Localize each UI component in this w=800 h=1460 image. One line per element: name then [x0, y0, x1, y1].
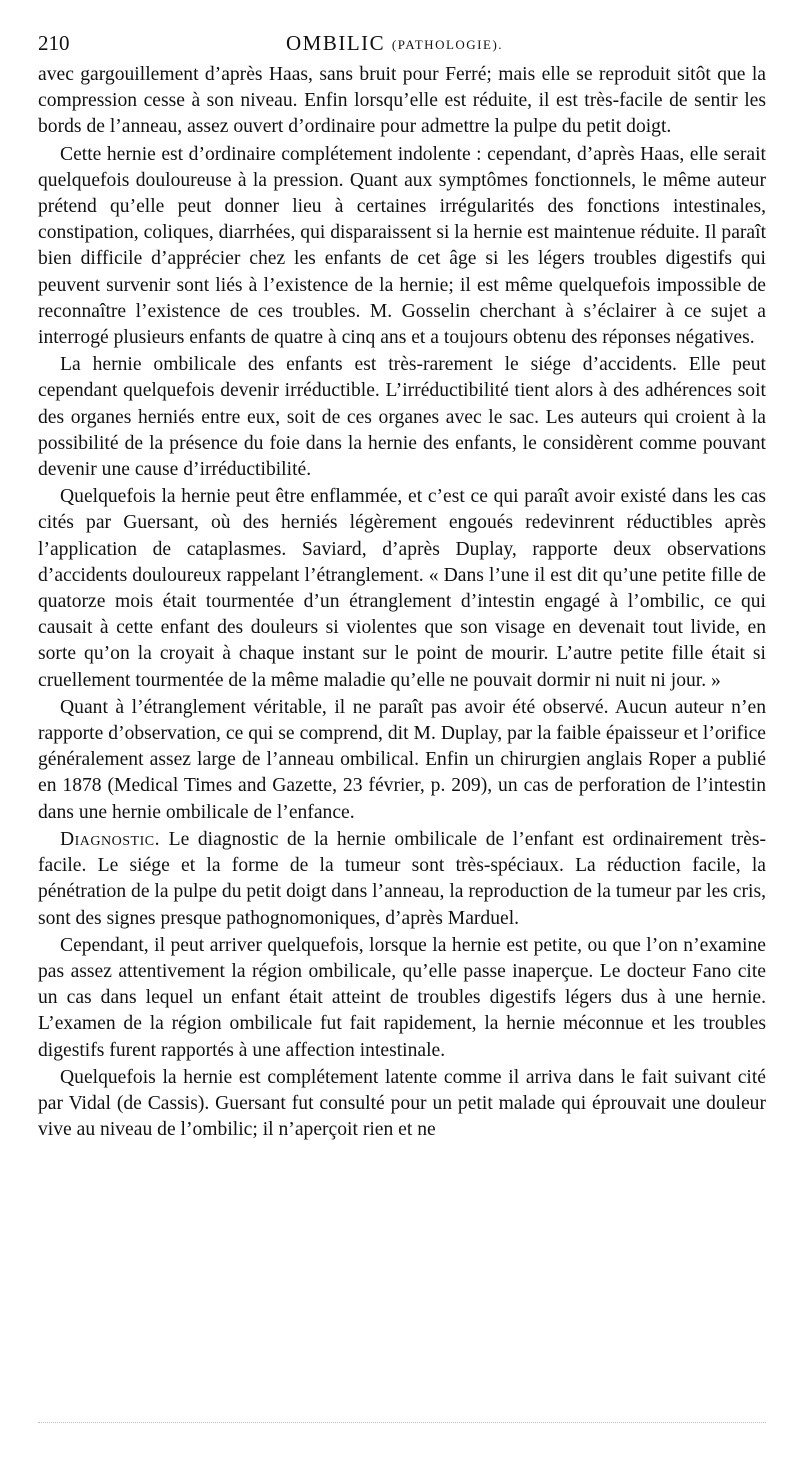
paragraph-text: La hernie ombilicale des enfants est très-rarement le siége d’accidents. Elle peut cependant quelquefois devenir irréductible. L’irréductibilité tient alors à des adhérences soit des organes herniés entre eux, soit de ces organes avec le sac. Les auteurs qui croient à la possibilité de la présence du foie dans la hernie des enfants, le considèrent comme pouvant devenir une cause d’irréductibilité. — [38, 354, 766, 481]
paragraph-text: Quelquefois la hernie peut être enflammée, et c’est ce qui paraît avoir existé dans les cas cités par Guersant, où des herniés légèrement engoués redevinrent réductibles après l’application de cataplasmes. Saviard, d’après Duplay, rapporte deux observations d’accidents douloureux rappelant l’étranglement. « Dans l’une il est dit qu’une petite fille de quatorze mois était tourmentée d’un étranglement d’intestin engagé à l’ombilic, ce qui causait à cette enfant des douleurs si violentes que son visage en devenait tout livide, en sorte qu’on la croyait à chaque instant sur le point de mourir. L’autre petite fille était si cruellement tourmentée de la même maladie qu’elle ne pouvait dormir ni nuit ni jour. » — [38, 486, 766, 691]
paragraph-3 — [38, 352, 766, 483]
paragraph-text: Cependant, il peut arriver quelquefois, lorsque la hernie est petite, ou que l’on n’examine pas assez attentivement la région ombilicale, qu’elle passe inaperçue. Le docteur Fano cite un cas dans lequel un enfant était atteint de troubles digestifs légers dus à une hernie. L’examen de la région ombilicale fut fait rapidement, la hernie méconnue et les troubles digestifs furent rapportés à une affection intestinale. — [38, 934, 766, 1061]
footer-rule — [38, 1422, 766, 1423]
body-text — [38, 62, 766, 1143]
paragraph-2 — [38, 142, 766, 352]
paragraph-8 — [38, 1065, 766, 1144]
section-heading-diagnostic: Diagnostic. — [60, 828, 160, 850]
book-page — [38, 28, 766, 1144]
paragraph-text: avec gargouillement d’après Haas, sans bruit pour Ferré; mais elle se reproduit sitôt que la compression cesse à son niveau. Enfin lorsqu’elle est réduite, il est très-facile de sentir les bords de l’anneau, assez ouvert d’ordinaire pour admettre la pulpe du petit doigt. — [38, 64, 766, 138]
paragraph-1 — [38, 62, 766, 141]
running-title-main: OMBILIC — [286, 31, 386, 55]
paragraph-6-diagnostic — [38, 827, 766, 932]
paragraph-text: Quant à l’étranglement véritable, il ne paraît pas avoir été observé. Aucun auteur n’en rapporte d’observation, ce qui se comprend, dit M. Duplay, par la faible épaisseur et l’orifice généralement assez large de l’anneau ombilical. Enfin un chirurgien anglais Roper a publié en 1878 (Medical Times and Gazette, 23 février, p. 209), un cas de perforation de l’intestin dans une hernie ombilicale de l’enfance. — [38, 696, 766, 823]
paragraph-5 — [38, 695, 766, 826]
page-header — [38, 28, 766, 58]
page-number: 210 — [38, 31, 70, 55]
paragraph-text: Le diagnostic de la hernie ombilicale de l’enfant est ordinairement très-facile. Le siége et la forme de la tumeur sont très-spéciaux. La réduction facile, la pénétration de la pulpe du petit doigt dans l’anneau, la reproduction de la tumeur par les cris, sont des signes presque pathognomoniques, d’après Marduel. — [38, 828, 766, 929]
paragraph-7 — [38, 933, 766, 1064]
running-title — [286, 28, 503, 60]
paragraph-4 — [38, 484, 766, 694]
paragraph-text: Quelquefois la hernie est complétement latente comme il arriva dans le fait suivant cité par Vidal (de Cassis). Guersant fut consulté pour un petit malade qui éprouvait une douleur vive au niveau de l’ombilic; il n’aperçoit rien et ne — [38, 1066, 766, 1141]
running-title-subtitle: (PATHOLOGIE). — [391, 37, 504, 52]
paragraph-text: Cette hernie est d’ordinaire complétement indolente : cependant, d’après Haas, elle serait quelquefois douloureuse à la pression. Quant aux symptômes fonctionnels, le même auteur prétend qu’elle peut donner lieu à certaines irrégularités des fonctions intestinales, constipation, coliques, diarrhées, qui disparaissent si la hernie est maintenue réduite. Il paraît bien difficile d’apprécier chez les enfants de cet âge si les légers troubles digestifs qui peuvent survenir sont liés à l’existence de la hernie; il est même quelquefois impossible de reconnaître l’existence de ces troubles. M. Gosselin cherchant à s’éclairer à ce sujet a interrogé plusieurs enfants de quatre à cinq ans et a toujours obtenu des réponses négatives. — [38, 143, 767, 349]
